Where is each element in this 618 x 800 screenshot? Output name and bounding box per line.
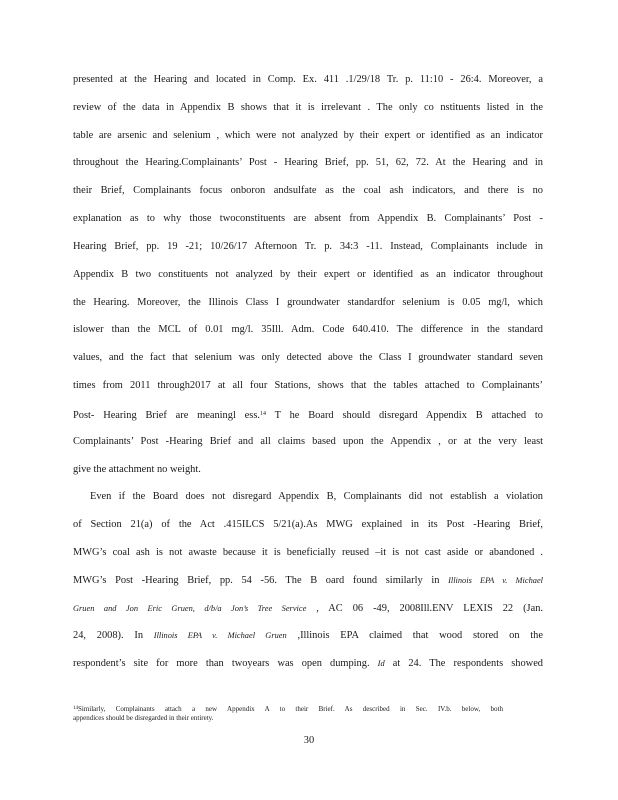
case-citation: Id [377,659,385,668]
footnote-line: appendices should be disregarded in their entirety. [73,714,214,722]
body-text: 24, 2008). In [73,630,154,641]
body-line: MWG’s coal ash is not awaste because it is beneficially reused –it is not cast aside or abandoned . [73,547,543,558]
body-line: give the attachment no weight. [73,464,201,475]
body-line: presented at the Hearing and located in Comp. Ex. 411 .1/29/18 Tr. p. 11:10 - 26:4. Moreover, a [73,74,543,85]
footnote-text: Similarly, Complainants attach a new Appendix A to their Brief. As described in Sec. IV.b. below, both [78,705,503,713]
body-line-with-citation [73,603,543,615]
body-line: Appendix B two constituents not analyzed by their expert or identified as an indicator throughout [73,269,543,280]
body-line: Complainants’ Post -Hearing Brief and all claims based upon the Appendix , or at the very least [73,436,543,447]
body-text: respondent’s site for more than twoyears was open dumping. [73,658,378,669]
case-citation: Illinois EPA v. Michael [448,576,543,585]
case-citation: Illinois EPA v. Michael Gruen [153,631,287,640]
body-line: Hearing Brief, pp. 19 -21; 10/26/17 Afternoon Tr. p. 34:3 -11. Instead, Complainants include in [73,241,543,252]
body-line: their Brief, Complainants focus onboron andsulfate as the coal ash indicators, and there is no [73,185,543,196]
body-text: Post- Hearing Brief are meaningl ess. [73,410,260,421]
body-line: times from 2011 through2017 at all four Stations, shows that the tables attached to Complainants’ [73,380,543,391]
case-citation: Gruen and Jon Eric Gruen, d/b/a Jon’s Tree Service [73,604,307,613]
body-line: islower than the MCL of 0.01 mg/l. 35Ill. Adm. Code 640.410. The difference in the standard [73,324,543,335]
footnote-mark: 14 [73,706,78,711]
body-line: explanation as to why those twoconstituents are absent from Appendix B. Complainants’ Post - [73,213,543,224]
body-text: ,Illinois EPA claimed that wood stored on the [286,630,543,641]
body-line-with-citation [73,658,543,670]
paragraph-first-line: Even if the Board does not disregard Appendix B, Complainants did not establish a violation [90,491,543,502]
body-text: at 24. The respondents showed [384,658,543,669]
body-line-with-citation [73,630,543,642]
body-line: of Section 21(a) of the Act .415ILCS 5/21(a).As MWG explained in its Post -Hearing Brief, [73,519,543,530]
body-line: the Hearing. Moreover, the Illinois Class I groundwater standardfor selenium is 0.05 mg/l, which [73,297,543,308]
body-line-with-footnote [73,408,543,422]
body-text: T he Board should disregard Appendix B attached to [265,410,543,421]
footnote-line [73,704,503,714]
body-line: table are arsenic and selenium , which were not analyzed by their expert or identified as an indicator [73,130,543,141]
body-line: throughout the Hearing.Complainants’ Post - Hearing Brief, pp. 51, 62, 72. At the Hearing and in [73,157,543,168]
body-text: MWG’s Post -Hearing Brief, pp. 54 -56. The B oard found similarly in [73,575,440,586]
body-text: , AC 06 -49, 2008Ill.ENV LEXIS 22 (Jan. [306,603,543,614]
body-line: review of the data in Appendix B shows that it is irrelevant . The only co nstituents listed in the [73,102,543,113]
body-line-with-citation [73,575,543,587]
page-number: 30 [303,735,315,746]
body-line: values, and the fact that selenium was only detected above the Class I groundwater standard seven [73,352,543,363]
footnote-reference[interactable]: 14 [259,411,266,417]
